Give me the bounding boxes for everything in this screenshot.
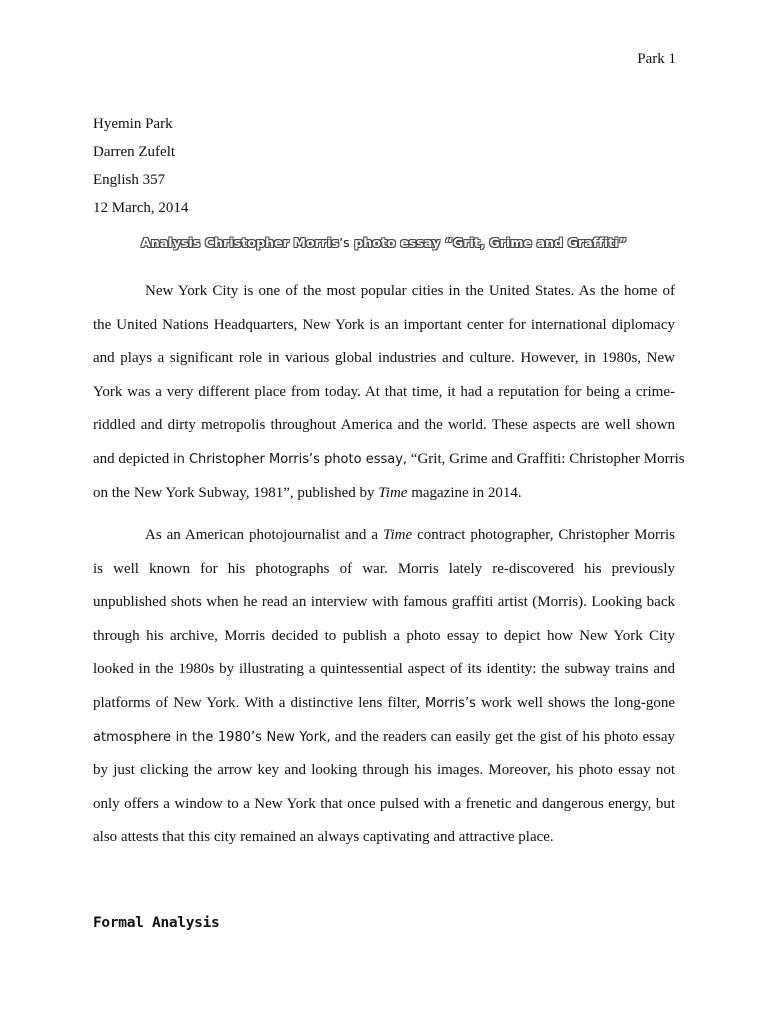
text-run: magazine in 2014. [407, 484, 522, 501]
text-run: in Christopher Morris’s photo essay, [172, 451, 408, 467]
paragraph-line: through his archive, Morris decided to publish a photo essay to depict how New York City [93, 627, 675, 644]
paragraph-line: only offers a window to a New York that once pulsed with a frenetic and dangerous energy, but [93, 795, 675, 812]
text-run: Morris’s [424, 695, 476, 711]
section-heading: Formal Analysis [93, 915, 220, 931]
text-run: As an American photojournalist and a [145, 527, 383, 543]
title-part-1: Analysis Christopher Morris [141, 235, 340, 250]
essay-title [0, 235, 768, 250]
text-run: “Grit, Grime and Graffiti: Christopher Morris [407, 450, 685, 467]
paragraph-line [93, 443, 685, 477]
text-run: contract photographer, Christopher Morris [412, 527, 675, 543]
instructor-name: Darren Zufelt [93, 144, 176, 160]
paragraph-line: and plays a significant role in various global industries and culture. However, in 1980s, New [93, 350, 675, 367]
paragraph-line: riddled and dirty metropolis throughout America and the world. These aspects are well shown [93, 417, 675, 434]
author-name: Hyemin Park [93, 116, 173, 132]
paragraph-line: looked in the 1980s by illustrating a quintessential aspect of its identity: the subway trains and [93, 661, 675, 678]
magazine-title: Time [382, 527, 413, 543]
text-run: on the New York Subway, 1981”, published by [93, 484, 379, 501]
paragraph-line [93, 519, 675, 553]
paragraph-line [93, 721, 675, 755]
paragraph-line: also attests that this city remained an always captivating and attractive place. [93, 829, 554, 846]
paragraph-line: York was a very different place from today. At that time, it had a reputation for being a crime- [93, 383, 675, 400]
text-run: work well shows the long-gone [475, 694, 675, 711]
text-run: and depicted [93, 450, 173, 467]
date: 12 March, 2014 [93, 200, 189, 216]
text-run: atmosphere in the 1980’s New York, [93, 729, 331, 745]
text-run: and the readers can easily get the gist of his photo essay [330, 728, 675, 745]
title-part-3: photo essay “Grit, Grime and Graffiti” [349, 235, 627, 250]
paragraph-line: the United Nations Headquarters, New York is an important center for international diplomacy [93, 316, 675, 333]
paragraph-line: is well known for his photographs of war. Morris lately re-discovered his previously [93, 560, 675, 577]
paragraph-line [93, 687, 675, 721]
paragraph-line: unpublished shots when he read an interview with famous graffiti artist (Morris). Looking back [93, 594, 675, 611]
paragraph-line: by just clicking the arrow key and looking through his images. Moreover, his photo essay not [93, 762, 675, 779]
paragraph-line: New York City is one of the most popular cities in the United States. As the home of [145, 283, 675, 299]
page-number-header: Park 1 [637, 51, 676, 67]
heading-block [93, 110, 188, 222]
paragraph-line [93, 477, 675, 511]
text-run: platforms of New York. With a distinctive lens filter, [93, 694, 425, 711]
paragraph-intro [93, 275, 685, 510]
magazine-title: Time [378, 484, 408, 501]
course-name: English 357 [93, 172, 166, 188]
title-part-2: ’s [339, 235, 350, 250]
paragraph-background [93, 519, 675, 855]
